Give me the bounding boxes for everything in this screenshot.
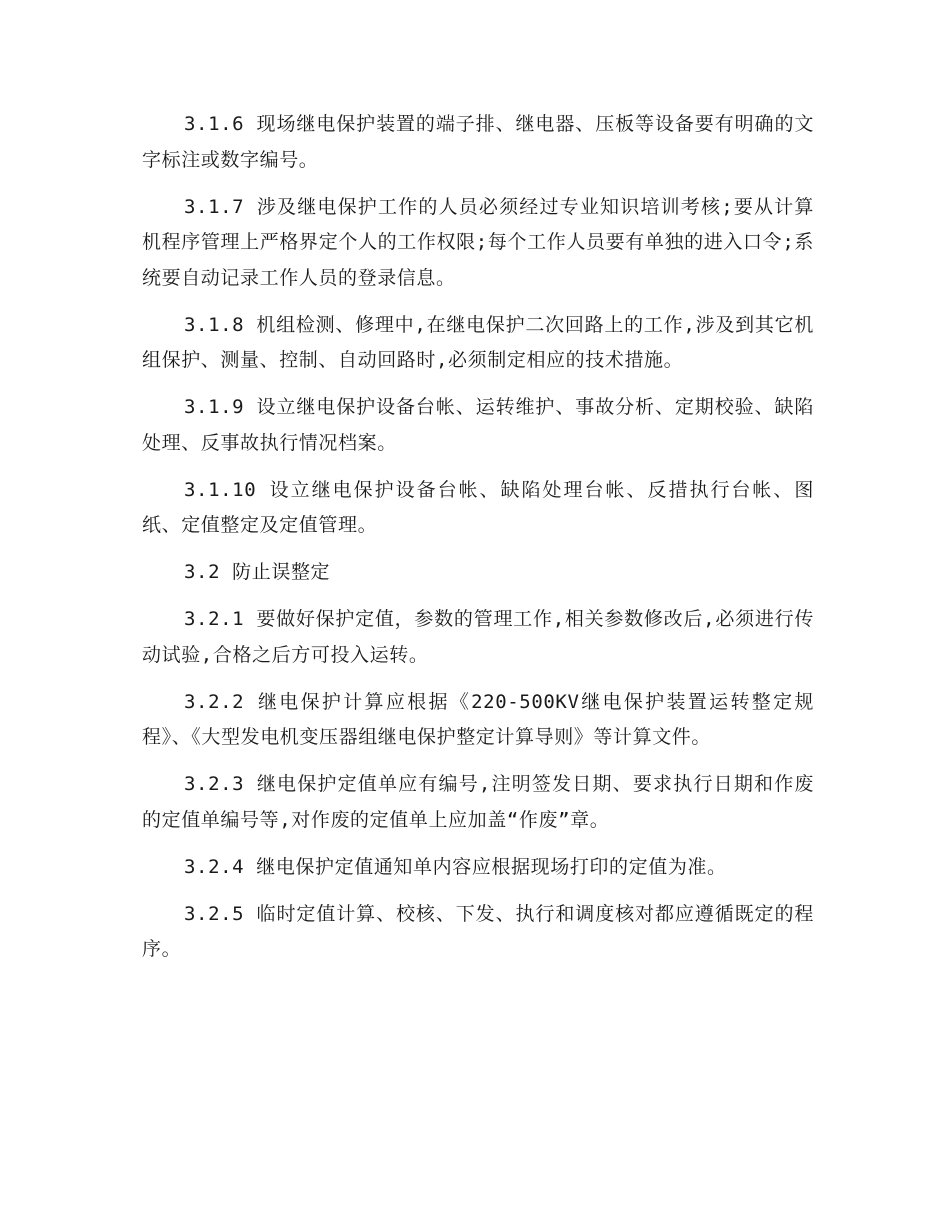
paragraph-3-1-10: 3.1.10 设立继电保护设备台帐、缺陷处理台帐、反措执行台帐、图纸、定值整定及定值管理。 <box>142 478 814 536</box>
section-heading-3-2: 3.2 防止误整定 <box>184 561 331 583</box>
paragraph-3-2-3: 3.2.3 继电保护定值单应有编号,注明签发日期、要求执行日期和作废的定值单编号等,对作废的定值单上应加盖“作废”章。 <box>142 773 814 831</box>
paragraph-3-1-6: 3.1.6 现场继电保护装置的端子排、继电器、压板等设备要有明确的文字标注或数字编号。 <box>142 113 814 171</box>
paragraph-3-2-2: 3.2.2 继电保护计算应根据《220-500KV继电保护装置运转整定规程》、《大型发电机变压器组继电保护整定计算导则》等计算文件。 <box>142 690 814 748</box>
paragraph-3-2-5: 3.2.5 临时定值计算、校核、下发、执行和调度核对都应遵循既定的程序。 <box>142 902 814 960</box>
paragraph-3-2-1: 3.2.1 要做好保护定值，参数的管理工作,相关参数修改后,必须进行传动试验,合格之后方可投入运转。 <box>142 608 814 666</box>
document-body <box>142 107 814 979</box>
paragraph-3-2-4: 3.2.4 继电保护定值通知单内容应根据现场打印的定值为准。 <box>184 855 727 878</box>
paragraph-3-1-8: 3.1.8 机组检测、修理中,在继电保护二次回路上的工作,涉及到其它机组保护、测量、控制、自动回路时,必须制定相应的技术措施。 <box>142 313 814 371</box>
paragraph-3-1-7: 3.1.7 涉及继电保护工作的人员必须经过专业知识培训考核;要从计算机程序管理上严格界定个人的工作权限;每个工作人员要有单独的进入口令;系统要自动记录工作人员的登录信息。 <box>142 195 814 289</box>
paragraph-3-1-9: 3.1.9 设立继电保护设备台帐、运转维护、事故分析、定期校验、缺陷处理、反事故执行情况档案。 <box>142 396 814 454</box>
